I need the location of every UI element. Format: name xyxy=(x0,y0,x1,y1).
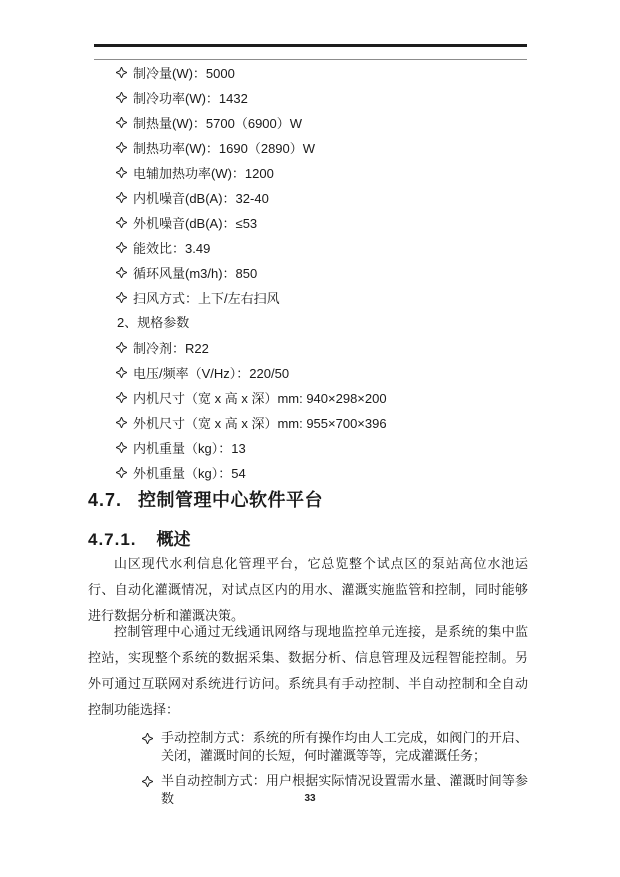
diamond-bullet-icon xyxy=(116,217,127,228)
spec-item-label: 循环风量(m3/h)：850 xyxy=(133,266,258,281)
page-number: 33 xyxy=(304,793,316,804)
diamond-bullet-icon xyxy=(116,167,127,178)
section-heading xyxy=(88,485,528,515)
diamond-bullet-icon xyxy=(116,467,127,478)
diamond-bullet-icon xyxy=(116,267,127,278)
subheading-spec-params: 2、规格参数 xyxy=(117,315,190,330)
spec-item xyxy=(88,185,528,210)
spec-item-label: 制冷量(W)：5000 xyxy=(133,66,235,81)
diamond-bullet-icon xyxy=(142,733,153,744)
control-mode-item xyxy=(88,729,528,765)
spec-item xyxy=(88,435,528,460)
spec-item-label: 制冷功率(W)：1432 xyxy=(133,91,248,106)
spec-item xyxy=(88,260,528,285)
diamond-bullet-icon xyxy=(116,142,127,153)
spec-list-performance xyxy=(88,60,528,310)
spec-item-label: 扫风方式：上下/左右扫风 xyxy=(133,291,280,306)
spec-item xyxy=(88,210,528,235)
spec-item-label: 制热量(W)：5700（6900）W xyxy=(133,116,303,131)
diamond-bullet-icon xyxy=(116,417,127,428)
spec-item xyxy=(88,335,528,360)
diamond-bullet-icon xyxy=(116,192,127,203)
spec-item-label: 电辅加热功率(W)：1200 xyxy=(133,166,274,181)
spec-item xyxy=(88,160,528,185)
spec-item-label: 制热功率(W)：1690（2890）W xyxy=(133,141,316,156)
spec-list-dimensions xyxy=(88,335,528,485)
diamond-bullet-icon xyxy=(116,367,127,378)
control-mode-text: 半自动控制方式：用户根据实际情况设置需水量、灌溉时间等参数 xyxy=(161,773,528,806)
spec-item-label: 内机尺寸（宽 x 高 x 深）mm: 940×298×200 xyxy=(133,391,387,406)
diamond-bullet-icon xyxy=(142,776,153,787)
spec-item-label: 内机重量（kg）：13 xyxy=(133,441,246,456)
diamond-bullet-icon xyxy=(116,67,127,78)
spec-item-label: 内机噪音(dB(A)：32-40 xyxy=(133,191,269,206)
spec-item xyxy=(88,60,528,85)
diamond-bullet-icon xyxy=(116,442,127,453)
diamond-bullet-icon xyxy=(116,342,127,353)
spec-item xyxy=(88,460,528,485)
diamond-bullet-icon xyxy=(116,392,127,403)
spec-item xyxy=(88,410,528,435)
section-title: 控制管理中心软件平台 xyxy=(138,490,324,510)
subsection-number: 4.7.1. xyxy=(88,530,137,549)
spec-item-label: 外机重量（kg）：54 xyxy=(133,466,246,481)
subsection-title: 概述 xyxy=(156,530,191,549)
spec-item xyxy=(88,85,528,110)
control-mode-text: 手动控制方式：系统的所有操作均由人工完成，如阀门的开启、关闭，灌溉时间的长短，何时灌溉等等，完成灌溉任务； xyxy=(161,730,528,763)
spec-item-label: 电压/频率（V/Hz）：220/50 xyxy=(133,366,290,381)
diamond-bullet-icon xyxy=(116,92,127,103)
diamond-bullet-icon xyxy=(116,242,127,253)
paragraph-platform-overview: 山区现代水利信息化管理平台，它总览整个试点区的泵站高位水池运行、自动化灌溉情况，对试点区内的用水、灌溉实施监管和控制，同时能够进行数据分析和灌溉决策。 xyxy=(88,556,528,623)
spec-item-label: 制冷剂：R22 xyxy=(133,341,209,356)
spec-item xyxy=(88,285,528,310)
spec-item xyxy=(88,385,528,410)
paragraph-control-center: 控制管理中心通过无线通讯网络与现地监控单元连接，是系统的集中监控站，实现整个系统的数据采集、数据分析、信息管理及远程智能控制。另外可通过互联网对系统进行访问。系统具有手动控制、半自动控制和全自动控制功能选择： xyxy=(88,624,528,717)
spec-item-label: 外机噪音(dB(A)：≤53 xyxy=(133,216,258,231)
diamond-bullet-icon xyxy=(116,292,127,303)
spec-item-label: 外机尺寸（宽 x 高 x 深）mm: 955×700×396 xyxy=(133,416,387,431)
spec-item xyxy=(88,235,528,260)
spec-item xyxy=(88,135,528,160)
page-content xyxy=(88,0,528,815)
spec-item xyxy=(88,110,528,135)
spec-item xyxy=(88,360,528,385)
diamond-bullet-icon xyxy=(116,117,127,128)
section-number: 4.7. xyxy=(88,490,123,510)
spec-item-label: 能效比：3.49 xyxy=(133,241,211,256)
